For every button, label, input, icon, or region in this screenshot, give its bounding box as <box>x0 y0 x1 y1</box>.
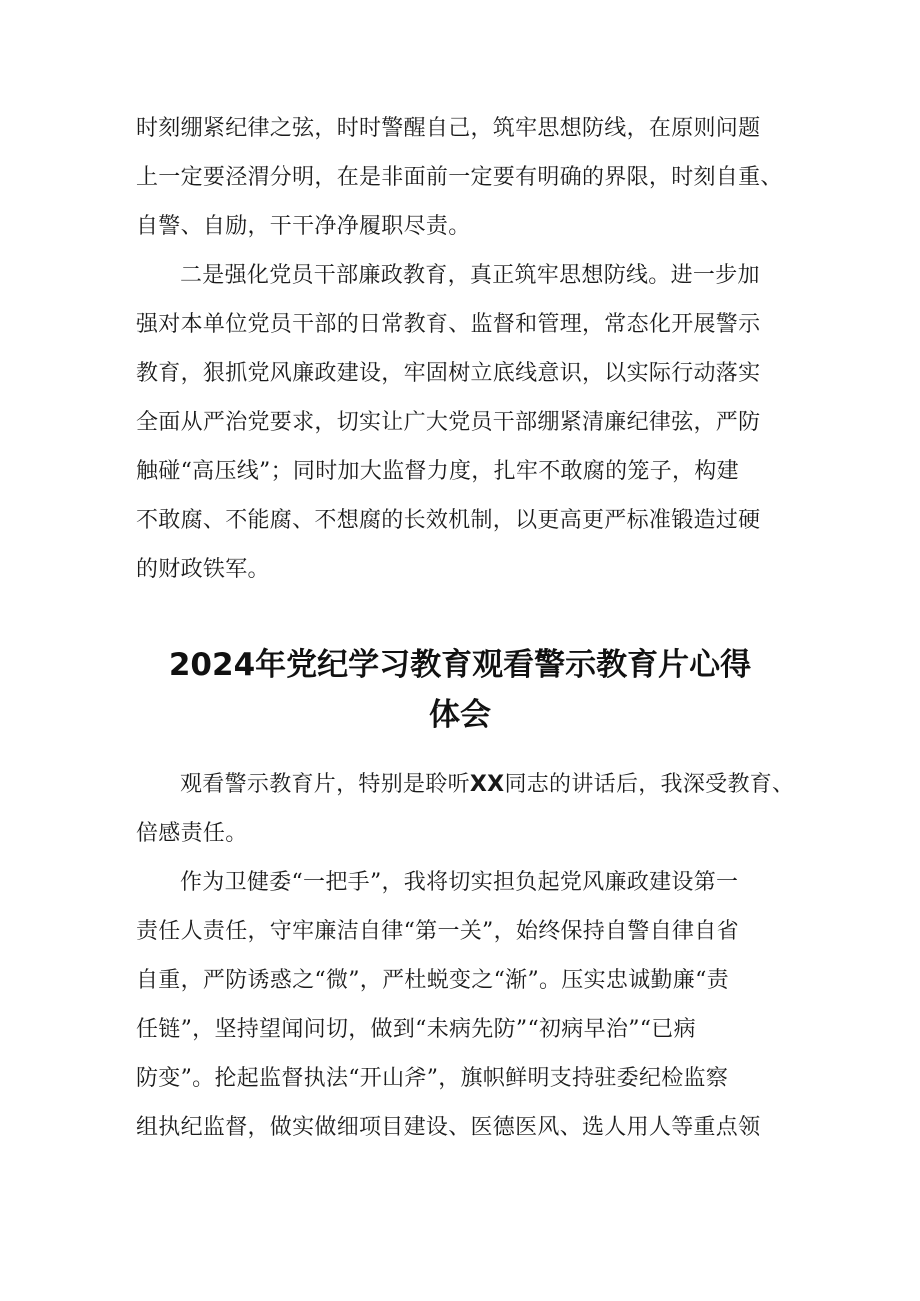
body-text-block-2 <box>136 760 796 1152</box>
paragraph-line: 责任人责任，守牢廉洁自律“第一关”，始终保持自警自律自省 <box>136 919 739 944</box>
paragraph-line: 自警、自励，干干净净履职尽责。 <box>136 214 471 239</box>
paragraph-line: 防变”。抡起监督执法“开山斧”，旗帜鲜明支持驻委纪检监察 <box>136 1066 729 1091</box>
paragraph-line: 倍感责任。 <box>136 821 248 846</box>
document-title-continued: 体会 <box>429 697 491 733</box>
paragraph-line: 时刻绷紧纪律之弦，时时警醒自己，筑牢思想防线，在原则问题 <box>136 116 761 141</box>
paragraph-line: 二是强化党员干部廉政教育，真正筑牢思想防线。进一步加 <box>180 263 760 288</box>
body-text-block-1 <box>136 104 796 594</box>
paragraph-line: 强对本单位党员干部的日常教育、监督和管理，常态化开展警示 <box>136 312 761 337</box>
paragraph-line: 作为卫健委“一把手”，我将切实担负起党风廉政建设第一 <box>180 870 739 895</box>
paragraph-line: 触碰“高压线”；同时加大监督力度，扎牢不敢腐的笼子，构建 <box>136 459 739 484</box>
document-title: 2024年党纪学习教育观看警示教育片心得 <box>168 647 752 683</box>
text-run: 观看警示教育片，特别是聆听 <box>180 772 470 797</box>
paragraph-line <box>136 760 796 809</box>
name-placeholder: XX <box>469 772 505 797</box>
paragraph-line: 不敢腐、不能腐、不想腐的长效机制，以更高更严标准锻造过硬 <box>136 508 761 533</box>
paragraph-line: 教育，狠抓党风廉政建设，牢固树立底线意识，以实际行动落实 <box>136 361 761 386</box>
text-run: 同志的讲话后，我深受教育、 <box>504 772 795 797</box>
paragraph-line: 任链”，坚持望闻问切，做到“未病先防”“初病早治”“已病 <box>136 1017 696 1042</box>
paragraph-line: 全面从严治党要求，切实让广大党员干部绷紧清廉纪律弦，严防 <box>136 410 761 435</box>
paragraph-line: 自重，严防诱惑之“微”，严杜蜕变之“渐”。压实忠诚勤廉“责 <box>136 968 729 993</box>
paragraph-line: 上一定要泾渭分明，在是非面前一定要有明确的界限，时刻自重、 <box>136 165 783 190</box>
paragraph-line: 组执纪监督，做实做细项目建设、医德医风、选人用人等重点领 <box>136 1115 761 1140</box>
paragraph-line: 的财政铁军。 <box>136 557 270 582</box>
